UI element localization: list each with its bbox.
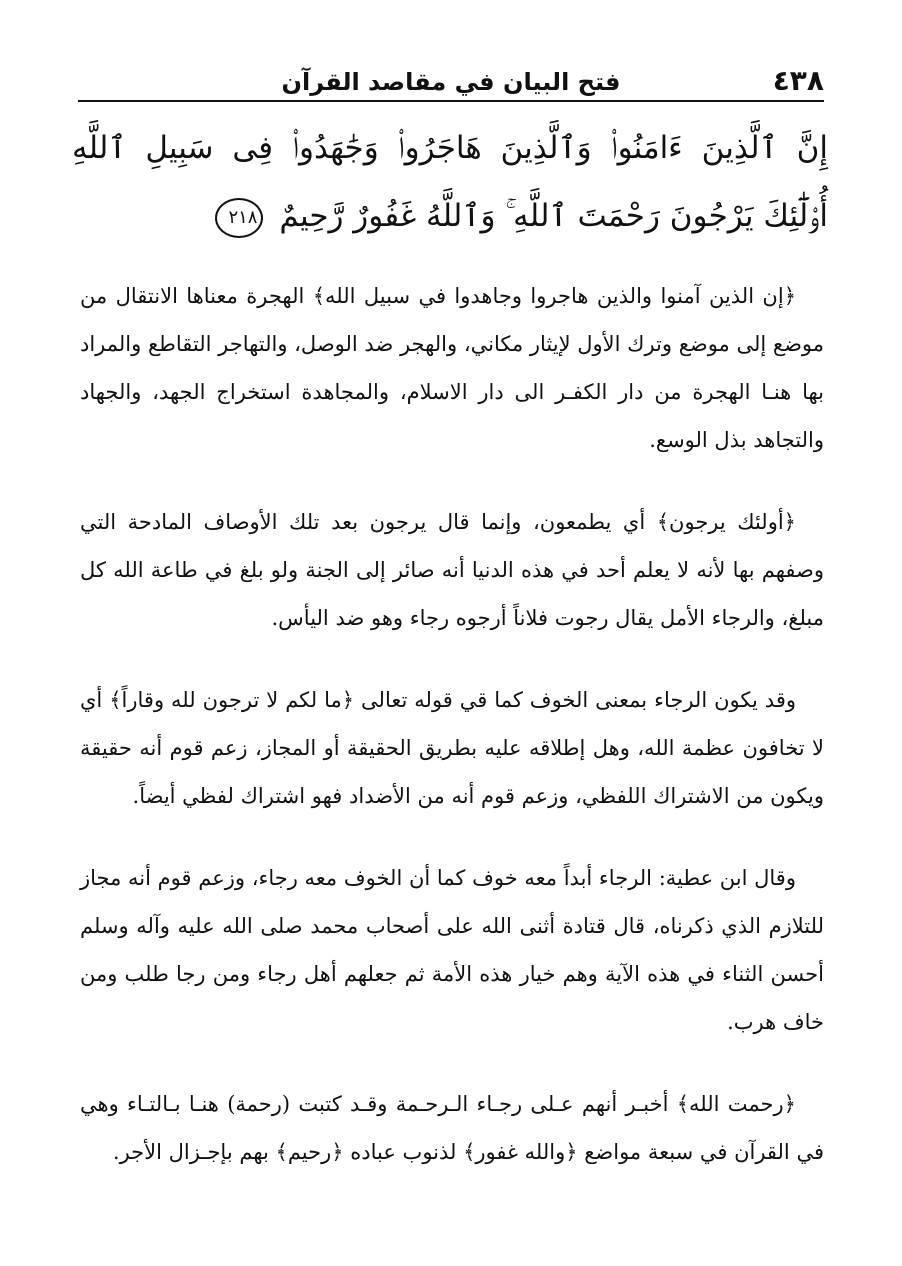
page-number: ٤٣٨	[772, 64, 824, 97]
book-title: فتح البيان في مقاصد القرآن	[281, 68, 621, 96]
paragraph: وقال ابن عطية: الرجاء أبداً معه خوف كما أن الخوف معه رجاء، وزعم قوم أنه مجاز للتلازم الذي ذكرناه، قال قتادة أثنى الله على أصحاب محمد صلى الله عليه وآله وسلم أحسن الثناء في هذه الآية وهم خيار هذه الأمة ثم جعلهم أهل رجاء ومن رجا طلب ومن خاف هرب.	[80, 866, 824, 1034]
page-header	[78, 58, 824, 102]
paragraph: ﴿إن الذين آمنوا والذين هاجروا وجاهدوا في سبيل الله﴾ الهجرة معناها الانتقال من موضع إلى موضع وترك الأول لإيثار مكاني، والهجر ضد الوصل، والتهاجر التقاطع والمراد بها هنـا الهجرة من دار الكفـر الى دار الاسلام، والمجاهدة استخراج الجهد، والجهاد والتجاهد بذل الوسع.	[80, 284, 824, 452]
quran-verse	[72, 114, 828, 250]
paragraph: ﴿رحمت الله﴾ أخبـر أنهم عـلى رجـاء الـرحـمة وقـد كتبت (رحمة) هنـا بـالتـاء وهي في القرآن في سبعة مواضع ﴿والله غفور﴾ لذنوب عباده ﴿رحيم﴾ بهم بإجـزال الأجر.	[80, 1092, 824, 1164]
verse-number-marker: ٢١٨	[215, 198, 263, 238]
verse-text: إِنَّ ٱلَّذِينَ ءَامَنُوا۟ وَٱلَّذِينَ هَاجَرُوا۟ وَجَٰهَدُوا۟ فِى سَبِيلِ ٱللَّهِ أُو۟لَٰٓئِكَ يَرْجُونَ رَحْمَتَ ٱللَّهِ ۚ وَٱللَّهُ غَفُورٌ رَّحِيمٌ	[72, 130, 828, 234]
paragraph: ﴿أولئك يرجون﴾ أي يطمعون، وإنما قال يرجون بعد تلك الأوصاف المادحة التي وصفهم بها لأنه لا يعلم أحد في هذه الدنيا أنه صائر إلى الجنة ولو بلغ في طاعة الله كل مبلغ، والرجاء الأمل يقال رجوت فلاناً أرجوه رجاء وهو ضد اليأس.	[80, 510, 824, 630]
commentary	[80, 272, 824, 1210]
paragraph: وقد يكون الرجاء بمعنى الخوف كما قي قوله تعالى ﴿ما لكم لا ترجون لله وقاراً﴾ أي لا تخافون عظمة الله، وهل إطلاقه عليه بطريق الحقيقة أو المجاز، زعم قوم أنه حقيقة ويكون من الاشتراك اللفظي، وزعم قوم أنه من الأضداد فهو اشتراك لفظي أيضاً.	[80, 688, 824, 808]
